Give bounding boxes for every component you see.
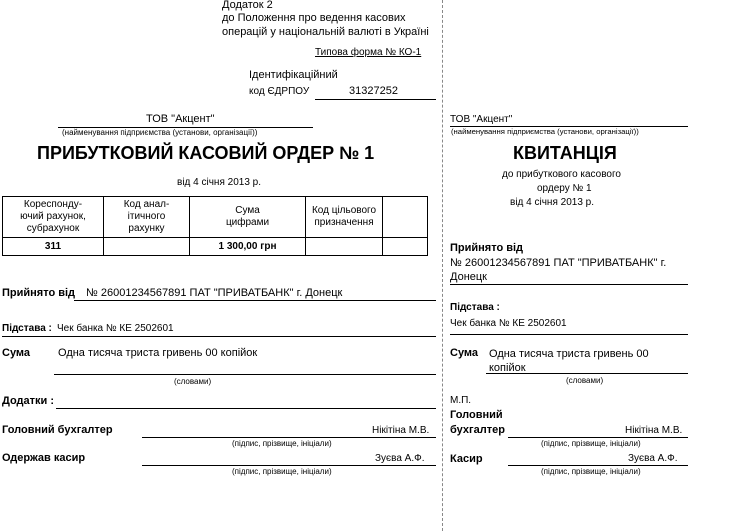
order-words-caption: (словами) (174, 377, 212, 386)
order-sum-value: Одна тисяча триста гривень 00 копійок (58, 347, 258, 359)
receipt-words-caption: (словами) (566, 376, 604, 385)
order-sum-label: Сума (2, 347, 31, 359)
appendix-line-2: до Положення про ведення касових (222, 12, 406, 24)
order-received-label: Прийнято від (2, 287, 76, 299)
receipt-chief-underline (508, 437, 688, 438)
order-chief-name: Нікітіна М.В. (372, 425, 430, 436)
order-cashier-label: Одержав касир (2, 452, 86, 464)
receipt-company-name: ТОВ "Акцент" (450, 114, 513, 125)
form-type: Типова форма № КО-1 (315, 47, 422, 58)
col-header-sum: Сума цифрами (190, 197, 306, 238)
col-header-blank (383, 197, 428, 238)
cell-purpose (306, 238, 383, 256)
receipt-basis-value: Чек банка № КЕ 2502601 (450, 318, 567, 329)
order-cashier-caption: (підпис, прізвище, ініціали) (232, 467, 332, 476)
cut-line (442, 0, 443, 531)
receipt-basis-underline (450, 334, 688, 335)
receipt-chief-caption: (підпис, прізвище, ініціали) (541, 439, 641, 448)
order-cashier-name: Зуєва А.Ф. (375, 453, 425, 464)
col-header-account: Кореспонду- ючий рахунок, субрахунок (3, 197, 104, 238)
receipt-company-caption: (найменування підприємства (установи, організації)) (451, 127, 639, 136)
cell-analytic (104, 238, 190, 256)
receipt-cashier-underline (508, 465, 688, 466)
cell-account: 311 (3, 238, 104, 256)
order-chief-underline (142, 437, 436, 438)
order-basis-underline (2, 336, 436, 337)
receipt-received-underline (450, 284, 688, 285)
receipt-basis-label: Підстава : (450, 302, 500, 313)
order-company-caption: (найменування підприємства (установи, організації)) (62, 128, 258, 137)
receipt-sum-value: Одна тисяча триста гривень 00 копійок (489, 348, 649, 374)
order-attachments-underline (56, 408, 436, 409)
receipt-chief-label-1: Головний (450, 409, 503, 421)
receipt-cashier-name: Зуєва А.Ф. (628, 453, 678, 464)
order-cashier-underline (142, 465, 436, 466)
receipt-date: від 4 січня 2013 р. (510, 197, 594, 208)
ident-label: Ідентифікаційний (249, 69, 338, 81)
receipt-cashier-label: Касир (450, 453, 483, 465)
order-title: ПРИБУТКОВИЙ КАСОВИЙ ОРДЕР № 1 (37, 143, 375, 163)
order-table (2, 196, 428, 256)
order-chief-label: Головний бухгалтер (2, 424, 113, 436)
receipt-title: КВИТАНЦІЯ (513, 143, 617, 163)
receipt-chief-label-2: бухгалтер (450, 424, 505, 436)
receipt-cashier-caption: (підпис, прізвище, ініціали) (541, 467, 641, 476)
receipt-received-value: № 26001234567891 ПАТ "ПРИВАТБАНК" г. Донецк (450, 257, 667, 283)
receipt-received-label: Прийнято від (450, 242, 524, 254)
order-basis-value: Чек банка № КЕ 2502601 (57, 323, 174, 334)
cell-blank (383, 238, 428, 256)
order-received-underline (74, 300, 436, 301)
receipt-stamp: М.П. (450, 395, 472, 406)
cell-sum: 1 300,00 грн (190, 238, 306, 256)
receipt-sum-underline (486, 373, 688, 374)
order-received-value: № 26001234567891 ПАТ "ПРИВАТБАНК" г. Донецк (86, 287, 343, 299)
order-chief-caption: (підпис, прізвище, ініціали) (232, 439, 332, 448)
order-sum-underline (54, 374, 436, 375)
order-attachments-label: Додатки : (2, 395, 55, 407)
receipt-subtitle-1: до прибуткового касового (502, 169, 621, 180)
order-company-name: ТОВ "Акцент" (146, 113, 215, 125)
edrpou-label: код ЄДРПОУ (249, 86, 310, 97)
receipt-subtitle-2: ордеру № 1 (537, 183, 592, 194)
col-header-purpose: Код цільового призначення (306, 197, 383, 238)
appendix-line-1: Додаток 2 (222, 0, 273, 11)
receipt-chief-name: Нікітіна М.В. (625, 425, 683, 436)
order-basis-label: Підстава : (2, 323, 52, 334)
receipt-sum-label: Сума (450, 347, 479, 359)
edrpou-underline (315, 99, 436, 100)
edrpou-value: 31327252 (349, 85, 398, 97)
col-header-analytic: Код анал- ітичного рахунку (104, 197, 190, 238)
order-date: від 4 січня 2013 р. (177, 177, 261, 188)
appendix-line-3: операцій у національній валюті в Україні (222, 26, 429, 38)
